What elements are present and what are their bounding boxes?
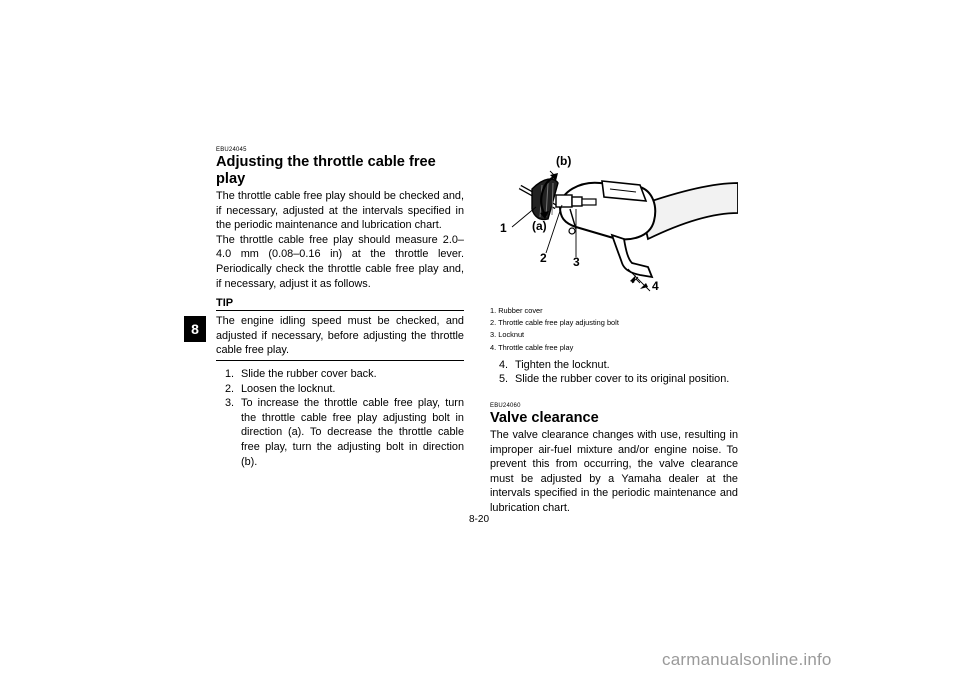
valve-paragraph: The valve clearance changes with use, resulting in improper air-fuel mixture and/or engine noise. To prevent this from occurring, the valve clearance must be adjusted by a Yamaha dealer at the intervals specified in the periodic maintenance and lubrication chart. [490, 429, 738, 514]
right-column [490, 147, 738, 516]
step-text: To increase the throttle cable free play, turn the throttle cable free play adjusting bolt in direction (a). To decrease the throttle cable free play, turn the adjusting bolt in direction (b). [241, 397, 464, 468]
chapter-tab: 8 [184, 316, 206, 342]
free-play-paragraph: The throttle cable free play should measure 2.0–4.0 mm (0.08–0.16 in) at the throttle lever. Periodically check the throttle cable free play and, if necessary, adjust it as follows. [216, 233, 464, 290]
step-item [499, 358, 738, 373]
step-number: 1. [225, 367, 235, 380]
step-text: Slide the rubber cover back. [241, 367, 377, 380]
tip-text: The engine idling speed must be checked, and adjusted if necessary, before adjusting the throttle cable free play. [216, 311, 464, 361]
step-number: 5. [499, 373, 509, 386]
intro-paragraph: The throttle cable free play should be checked and, if necessary, adjusted at the intervals specified in the periodic maintenance and lubrication chart. [216, 190, 464, 232]
throttle-figure [490, 147, 738, 299]
steps-list [216, 367, 464, 469]
caption-item: 2. Throttle cable free play adjusting bolt [490, 318, 619, 328]
step-item [225, 382, 464, 397]
section-heading: Valve clearance [490, 410, 599, 426]
step-item [499, 372, 738, 387]
steps-list-continued [490, 358, 738, 387]
section-code: EBU24060 [490, 403, 521, 409]
caption-item: 4. Throttle cable free play [490, 342, 574, 352]
figure-label-3: 3 [573, 255, 580, 269]
page-number: 8-20 [469, 514, 490, 525]
figure-captions [490, 305, 738, 354]
step-number: 2. [225, 382, 235, 395]
left-column [216, 147, 464, 469]
step-text: Slide the rubber cover to its original position. [515, 373, 730, 386]
step-text: Loosen the locknut. [241, 382, 336, 395]
caption-item: 1. Rubber cover [490, 306, 543, 315]
section-code: EBU24045 [216, 147, 247, 153]
tip-title: TIP [216, 297, 464, 311]
throttle-illustration [490, 147, 738, 299]
figure-label-2: 2 [540, 251, 547, 265]
step-text: Tighten the locknut. [515, 358, 610, 371]
watermark[interactable]: carmanualsonline.info [662, 650, 832, 669]
tip-box [216, 297, 464, 361]
step-number: 4. [499, 358, 509, 371]
caption-item: 3. Locknut [490, 330, 525, 340]
section-heading: Adjusting the throttle cable free play [216, 154, 436, 187]
figure-label-4: 4 [652, 279, 659, 293]
figure-label-b: (b) [556, 154, 572, 168]
figure-label-1: 1 [500, 221, 507, 235]
step-number: 3. [225, 397, 235, 410]
step-item [225, 367, 464, 382]
step-item [225, 396, 464, 469]
figure-label-a: (a) [532, 219, 547, 233]
